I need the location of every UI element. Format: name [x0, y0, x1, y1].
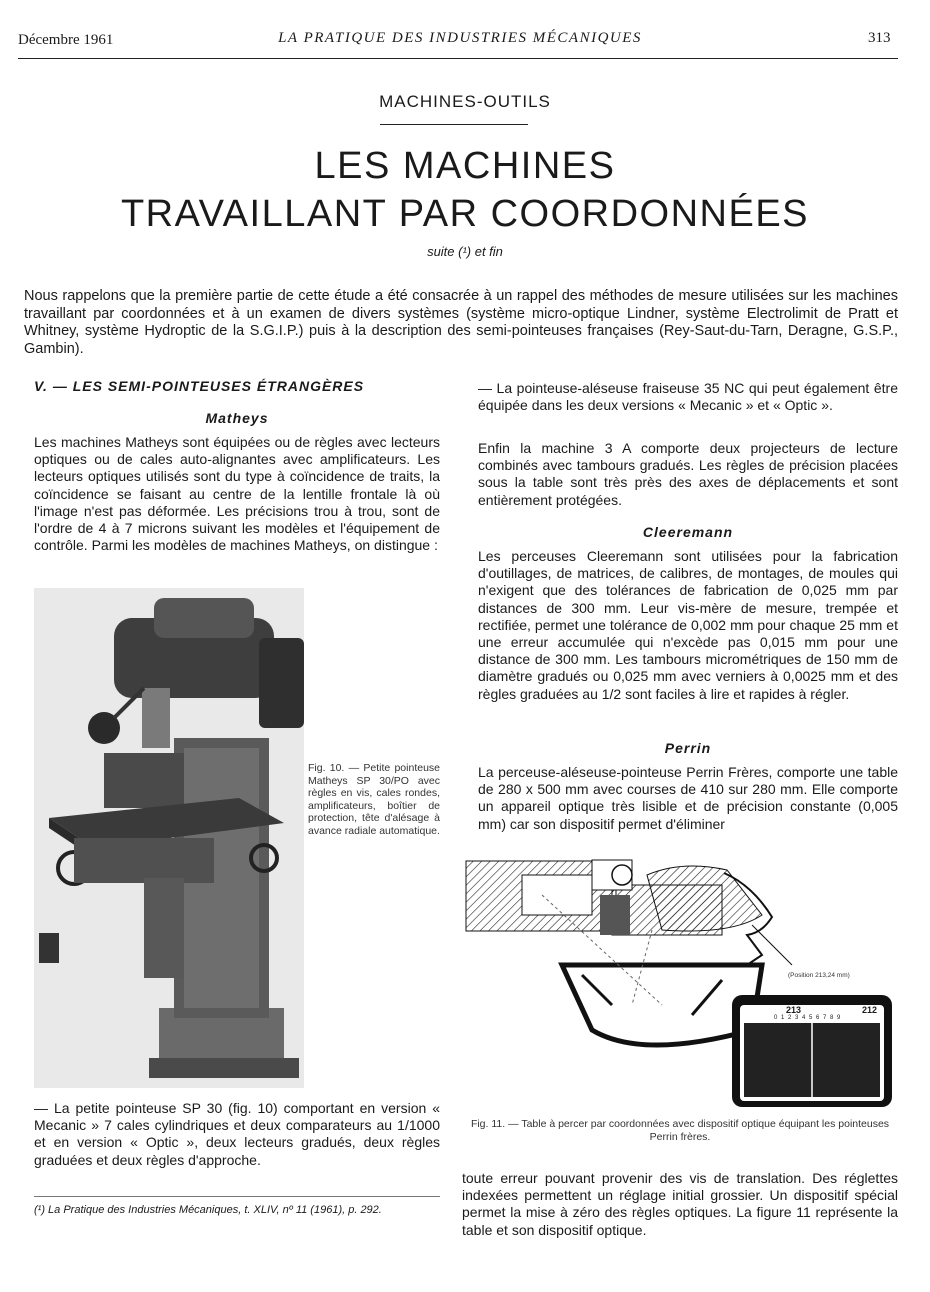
matheys-paragraph: Les machines Matheys sont équipées ou de règles avec lecteurs optiques ou de cales auto-alignantes avec amplificateurs. Les lecteurs optiques utilisés sont du type à coïncidence de traits, la coïncidence se faisant au centre de la lentille frontale là où l'image n'est pas déformée. Les précisions trou à trou, sont de l'ordre de 4 à 7 microns suivant les modèles et l'équipement de contrôle. Parmi les modèles de machines Matheys, on distingue : [34, 434, 440, 554]
subtitle: suite (¹) et fin [427, 244, 503, 259]
fig10-caption: Fig. 10. — Petite pointeuse Matheys SP 30/PO avec règles en vis, cales rondes, amplificateurs, boîtier de protection, tête d'alésage à avance radiale automatique. [308, 762, 440, 837]
intro-paragraph: Nous rappelons que la première partie de cette étude a été consacrée à un rappel des méthodes de mesure utilisées sur les machines travaillant par coordonnées et à un examen de divers systèmes (système micro-optique Lindner, système Electrolimit de Pratt et Whitney, système Hydroptic de la S.G.I.P.) puis à la description des semi-pointeuses françaises (Rey-Saut-du-Tarn, Deragne, G.S.P., Gambin). [24, 288, 898, 357]
subheading-cleeremann: Cleeremann [642, 524, 734, 540]
fig11-position-label: (Position 213,24 mm) [788, 972, 850, 979]
fig10-machine-photo [34, 588, 304, 1088]
perrin-continuation-paragraph: toute erreur pouvant provenir des vis de translation. Des réglettes indexées permettent un réglage initial grossier. Un dispositif spécial permet la mise à zéro des règles optiques. La figure 11 représente la table et son dispositif optique. [462, 1170, 898, 1238]
subheading-matheys: Matheys [205, 410, 269, 426]
fig11-scale-digits: 0 1 2 3 4 5 6 7 8 9 [774, 1015, 842, 1021]
matheys-sp30-paragraph: — La petite pointeuse SP 30 (fig. 10) comportant en version « Mecanic » 7 cales cylindriques et deux comparateurs au 1/1000 et en version « Optic », deux lecteurs gradués, deux règles graduées et deux règles d'approche. [34, 1100, 440, 1168]
header-page-number: 313 [868, 30, 891, 46]
fig11-scale-label-213: 213 [786, 1005, 802, 1015]
footnote: (¹) La Pratique des Industries Mécaniques, t. XLIV, nº 11 (1961), p. 292. [34, 1204, 382, 1216]
matheys-35nc-paragraph: — La pointeuse-aléseuse fraiseuse 35 NC qui peut également être équipée dans les deux versions « Mecanic » et « Optic ». [478, 380, 898, 414]
header-date: Décembre 1961 [18, 32, 114, 48]
fig11-caption: Fig. 11. — Table à percer par coordonnées avec dispositif optique équipant les pointeuses Perrin frères. [470, 1118, 890, 1143]
footnote-rule [34, 1196, 440, 1197]
subheading-perrin: Perrin [664, 740, 712, 756]
section-label-rule [380, 124, 528, 125]
header-rule [18, 58, 898, 59]
perrin-paragraph: La perceuse-aléseuse-pointeuse Perrin Frères, comporte une table de 280 x 500 mm avec courses de 410 sur 280 mm. Elle comporte un appareil optique très lisible et de précision constante (0,005 mm) car son dispositif permet d'éliminer [478, 764, 898, 832]
section-heading-semi-pointeuses: V. — LES SEMI-POINTEUSES ÉTRANGÈRES [34, 378, 365, 394]
title-line-2: TRAVAILLANT PAR COORDONNÉES [120, 193, 810, 235]
matheys-3a-paragraph: Enfin la machine 3 A comporte deux projecteurs de lecture combinés avec tambours gradués. Les règles de précision placées sous la table sont très près des axes de déplacements et sont entièrement protégées. [478, 440, 898, 508]
fig11-diagram [462, 855, 898, 1110]
section-label: MACHINES-OUTILS [379, 92, 551, 111]
title-line-1: LES MACHINES [314, 145, 616, 187]
header-journal: LA PRATIQUE DES INDUSTRIES MÉCANIQUES [278, 30, 642, 46]
fig11-scale-label-212: 212 [862, 1005, 878, 1015]
cleeremann-paragraph: Les perceuses Cleeremann sont utilisées pour la fabrication d'outillages, de matrices, de calibres, de montages, de moules qui n'exigent que des tolérances de fabrication de 0,025 mm par distances de 300 mm. Leur vis-mère de mesure, trempée et rectifiée, permet une tolérance de 0,002 mm pour chaque 25 mm et une erreur accumulée qui n'excède pas 0,015 mm pour une distance de 300 mm. Les tambours micrométriques de 150 mm de diamètre gradués ou 0,025 mm avec verniers à 0,0025 mm et des règles graduées au 1/2 sont faciles à lire et rapides à régler. [478, 548, 898, 702]
